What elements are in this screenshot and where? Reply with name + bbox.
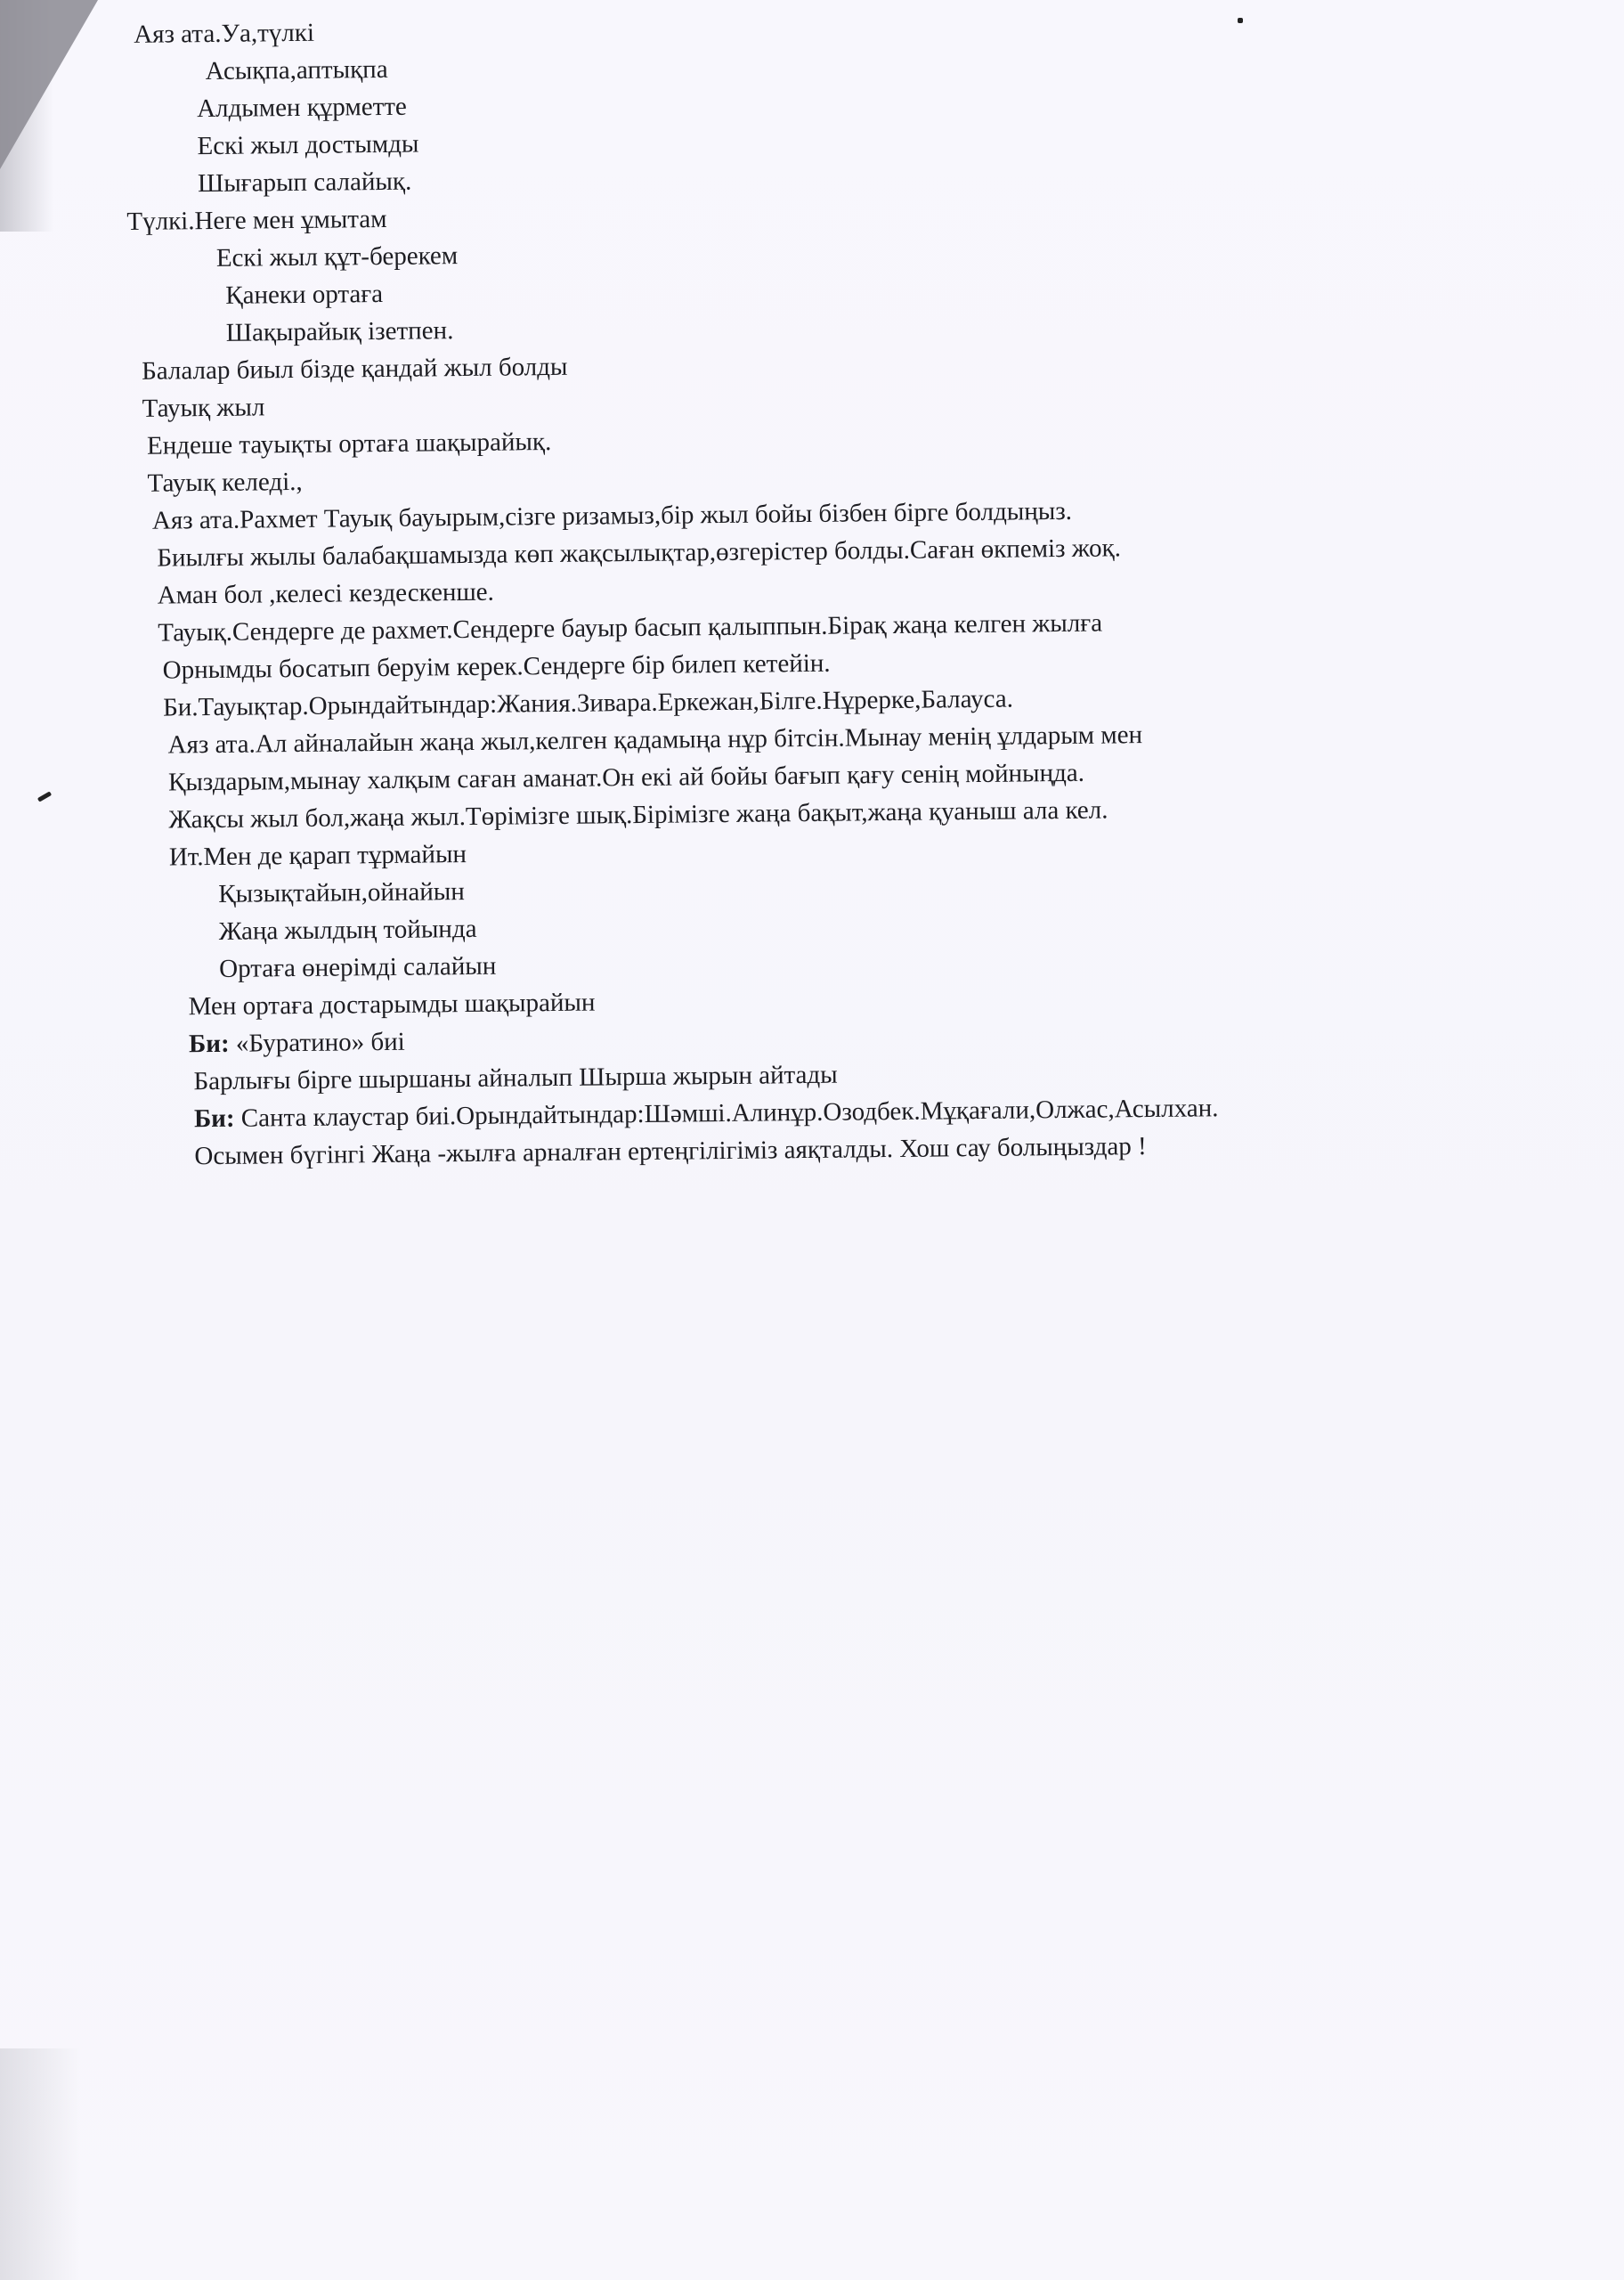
line-text: «Буратино» биі xyxy=(229,1027,405,1058)
line-text: Биылғы жылы балабақшамызда көп жақсылықтар,өзгерістер болды.Саған өкпеміз жоқ. xyxy=(157,533,1122,573)
dance-label: Би: xyxy=(188,1029,230,1059)
line-text: Ортаға өнерімді салайын xyxy=(219,951,497,983)
line-text: Алдымен құрметте xyxy=(196,92,407,124)
line-text: Аман бол ,келесі кездескенше. xyxy=(157,577,494,610)
line-text: Балалар биыл бізде қандай жыл болды xyxy=(142,352,568,386)
line-text: Би.Тауықтар.Орындайтындар:Жания.Зивара.Еркежан,Білге.Нұрерке,Балауса. xyxy=(162,684,1014,722)
line-text: Жақсы жыл бол,жаңа жыл.Төрімізге шық.Бірімізге жаңа бақыт,жаңа қуаныш ала кел. xyxy=(168,795,1108,835)
line-text: Аяз ата.Уа,түлкі xyxy=(134,18,315,49)
line-text: Орнымды босатып беруім керек.Сендерге бір билеп кетейін. xyxy=(162,648,831,685)
line-text: Қызықтайын,ойнайын xyxy=(218,877,465,908)
line-text: Түлкі.Неге мен ұмытам xyxy=(126,204,387,236)
scan-speck xyxy=(37,791,52,802)
line-text: Шығарып салайық. xyxy=(197,167,412,199)
line-text: Тауық келеді., xyxy=(147,467,303,498)
dance-label: Би: xyxy=(193,1103,235,1134)
document-text xyxy=(125,2,1526,1176)
line-text: Барлығы бірге шыршаны айналып Шырша жырын айтады xyxy=(193,1060,838,1096)
line-text: Осымен бүгінгі Жаңа -жылға арналған ертеңгілігіміз аяқталды. Хош сау болыңыздар ! xyxy=(194,1132,1147,1171)
line-text: Аяз ата.Ал айналайын жаңа жыл,келген қадамыңа нұр бітсін.Мынау менің ұлдарым мен xyxy=(167,721,1143,760)
line-text: Ескі жыл құт-берекем xyxy=(215,241,459,273)
line-text: Аяз ата.Рахмет Тауық бауырым,сізге ризамыз,бір жыл бойы бізбен бірге болдыңыз. xyxy=(151,496,1073,535)
page-edge-shadow xyxy=(0,2048,80,2280)
line-text: Санта клаустар биі.Орындайтындар:Шәмші.Алинұр.Озодбек.Мұқағали,Олжас,Асылхан. xyxy=(234,1094,1219,1133)
line-text: Шақырайық ізетпен. xyxy=(225,316,454,347)
line-text: Ендеше тауықты ортаға шақырайық. xyxy=(146,428,552,460)
line-text: Тауық жыл xyxy=(142,393,265,423)
line-text: Жаңа жылдың тойында xyxy=(218,914,477,946)
folded-corner xyxy=(0,0,98,169)
line-text: Тауық.Сендерге де рахмет.Сендерге бауыр басып қалыппын.Бірақ жаңа келген жылға xyxy=(158,608,1103,647)
line-text: Қыздарым,мынау халқым саған аманат.Он екі ай бойы бағып қағу сенің мойныңда. xyxy=(167,758,1085,797)
line-text: Қанеки ортаға xyxy=(225,279,384,310)
line-text: Мен ортаға достарымды шақырайын xyxy=(188,988,596,1022)
line-text: Ескі жыл достымды xyxy=(197,129,419,161)
line-text: Асықпа,аптықпа xyxy=(205,54,388,86)
line-text: Ит.Мен де қарап тұрмайын xyxy=(168,840,467,872)
